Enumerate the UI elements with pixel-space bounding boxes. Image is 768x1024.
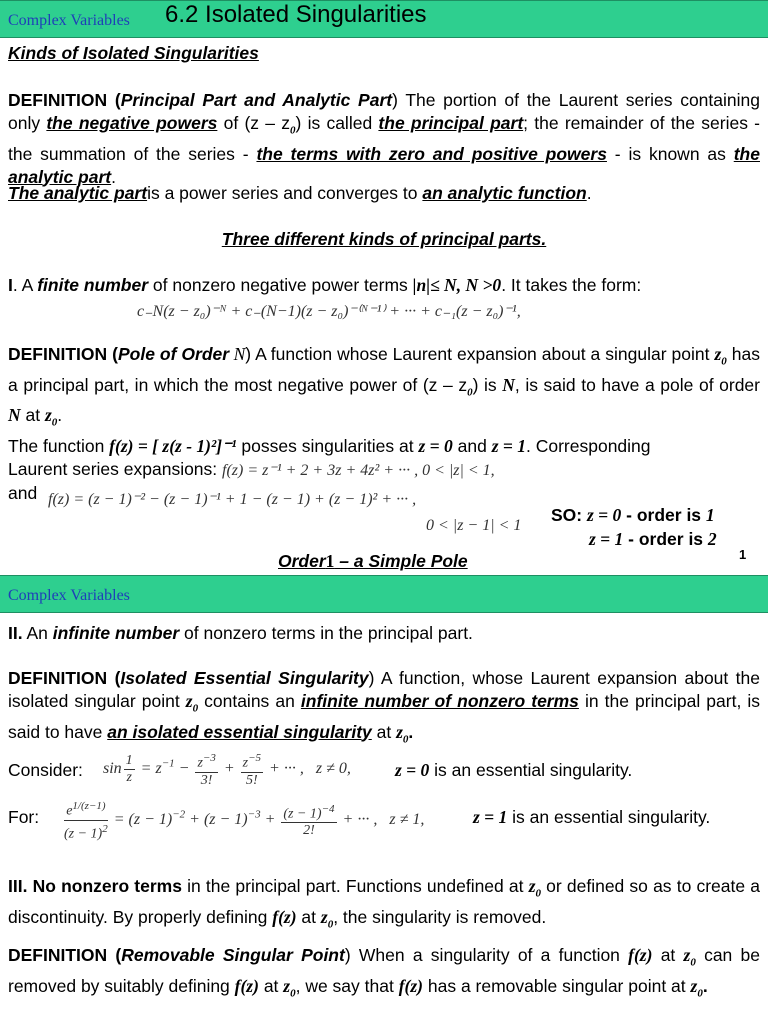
principal-part-form-equation: c₋N(z − z₀)⁻ᴺ + c₋(N−1)(z − z₀)⁻⁽ᴺ⁻¹⁾ + ··· + c₋₁(z − z₀)⁻¹, xyxy=(137,303,521,320)
three-kinds-heading: Three different kinds of principal parts. xyxy=(221,229,547,249)
example-function-paragraph: The function f(z) = [ z(z - 1)²]⁻¹ posses singularities at z = 0 and z = 1. Corresponding xyxy=(8,436,651,456)
definition-pole-of-order: DEFINITION (Pole of Order N) A function whose Laurent expansion about a singular point $z_0$ has a principal part, in which the most negative power of $(z - z_0)$ is N, is said to have a pole of order N at $z_0$. xyxy=(8,344,760,429)
section-heading: Kinds of Isolated Singularities xyxy=(8,43,259,63)
definition-principal-part: DEFINITION (Principal Part and Analytic Part) The portion of the Laurent series containing only the negative powers of $(z - z_0)$ is called the principal part; the remainder of the series - the summation of the series - the terms with zero and positive powers - is known as the analytic part. xyxy=(8,90,761,187)
kind-two-line: II. An infinite number of nonzero terms in the principal part. xyxy=(8,623,473,643)
course-label: Complex Variables xyxy=(8,12,130,29)
page-title: 6.2 Isolated Singularities xyxy=(165,1,427,28)
page-number: 1 xyxy=(739,547,747,562)
laurent-equation-2-range: 0 < |z − 1| < 1 xyxy=(426,517,522,534)
consider-label: Consider: xyxy=(8,760,83,780)
sine-expansion-equation: sin $\frac{1}{z}$ = $z^{-1}$ − $\frac{z^{-3}}{3!}$ + $\frac{z^{-5}}{5!}$ + ··· , z ≠ 0, xyxy=(103,752,351,788)
course-label: Complex Variables xyxy=(8,587,130,604)
for-conclusion: z = 1 is an essential singularity. xyxy=(473,807,711,827)
orders-summary-row-1: SO: z = 0 - order is 1 xyxy=(551,505,715,525)
definition-essential-singularity: DEFINITION (Isolated Essential Singularity) A function, whose Laurent expansion about the isolated singular point $z_0$ contains an infinite number of nonzero terms in the principal part, is said to have an isolated essential singularity at $z_0$. xyxy=(8,668,761,745)
simple-pole-caption: Order1 – a Simple Pole xyxy=(278,551,468,571)
for-label: For: xyxy=(8,807,40,827)
definition-term: Principal Part and Analytic Part xyxy=(120,90,393,110)
slide1-title-bar xyxy=(0,0,768,38)
slide2-title-bar xyxy=(0,575,768,613)
kind-three-paragraph: III. No nonzero terms in the principal part. Functions undefined at $z_0$ or defined so as to create a discontinuity. By properly defining f(z) at $z_0$, the singularity is removed. xyxy=(8,876,760,930)
and-label: and xyxy=(8,483,38,503)
analytic-part-sentence: The analytic partis a power series and converges to an analytic function. xyxy=(8,183,592,203)
exponential-expansion-equation: $\frac{e^{1/(z-1)}}{(z - 1)^2}$ = $(z - 1)^{-2} + (z - 1)^{-3}$ + $\frac{(z - 1)^{-4}}{2!}$ + ··· , z ≠ 1, xyxy=(64,800,425,842)
orders-summary-row-2: z = 1 - order is 2 xyxy=(589,529,717,549)
consider-conclusion: z = 0 is an essential singularity. xyxy=(395,760,633,780)
definition-removable-singular-point: DEFINITION (Removable Singular Point) When a singularity of a function f(z) at $z_0$ can be removed by suitably defining f(z) at $z_0$, we say that f(z) has a removable singular point at $z_0$. xyxy=(8,945,760,999)
kind-one-line: I. A finite number of nonzero negative power terms |n|≤ N, N >0. It takes the form: xyxy=(8,275,642,295)
laurent-equation-2: f(z) = (z − 1)⁻² − (z − 1)⁻¹ + 1 − (z − 1) + (z − 1)² + ··· , xyxy=(48,491,417,508)
laurent-expansions-line: Laurent series expansions: f(z) = z⁻¹ + 2 + 3z + 4z² + ··· , 0 < |z| < 1, xyxy=(8,459,495,479)
laurent-equation-1: f(z) = z⁻¹ + 2 + 3z + 4z² + ··· , 0 < |z| < 1, xyxy=(222,462,495,479)
